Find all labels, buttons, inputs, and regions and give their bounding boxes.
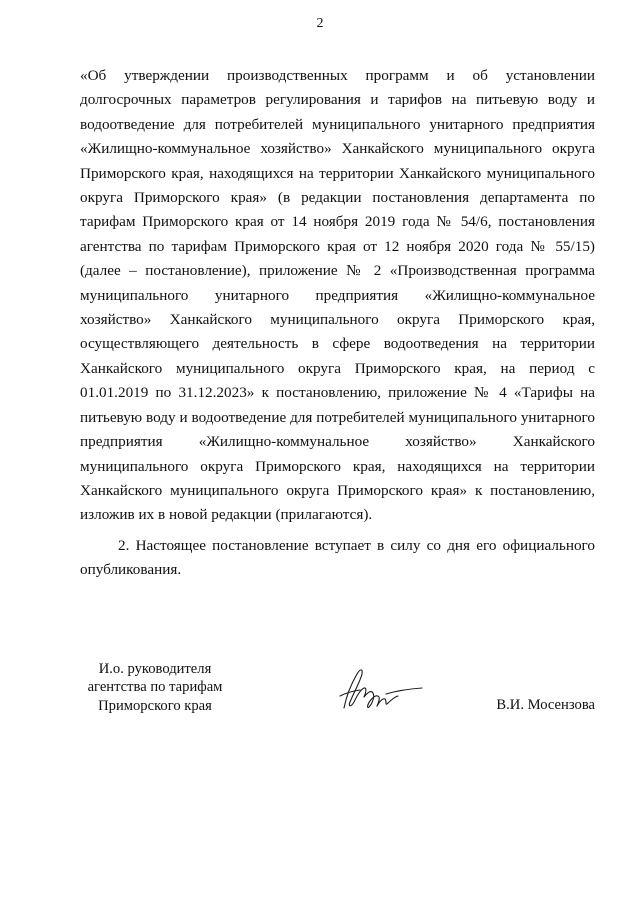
paragraph-effective-date: 2. Настоящее постановление вступает в силу со дня его официального опубликования.: [80, 536, 595, 579]
signer-position-line-3: Приморского края: [98, 697, 212, 714]
signer-position-line-2: агентства по тарифам: [87, 679, 223, 696]
page-number: 2: [316, 16, 324, 31]
handwritten-signature: [330, 660, 430, 720]
signer-name: В.И. Мосензова: [496, 697, 595, 713]
signer-position: [80, 660, 230, 715]
document-body: [80, 64, 595, 583]
paragraph-continuation: «Об утверждении производственных программ и об установлении долгосрочных параметров регулирования и тарифов на питьевую воду и водоотведение для потребителей муниципального унитарного предприятия «Жилищно-коммунальное хозяйство» Ханкайского муниципального округа Приморского края, находящихся на территории Ханкайского муниципального округа Приморского края» (в редакции постановления департамента по тарифам Приморского края от 14 ноября 2019 года № 54/6, постановления агентства по тарифам Приморского края от 12 ноября 2020 года № 55/15) (далее – постановление), приложение № 2 «Производственная программа муниципального унитарного предприятия «Жилищно-коммунальное хозяйство» Ханкайского муниципального округа Приморского края, осуществляющего деятельность в сфере водоотведения на территории Ханкайского муниципального округа Приморского края, на период с 01.01.2019 по 31.12.2023» к постановлению, приложение № 4 «Тарифы на питьевую воду и водоотведение для потребителей муниципального унитарного предприятия «Жилищно-коммунальное хозяйство» Ханкайского муниципального округа Приморского края, находящихся на территории Ханкайского муниципального округа Приморского края» к постановлению, изложив их в новой редакции (прилагаются).: [80, 67, 595, 524]
signer-position-line-1: И.о. руководителя: [98, 661, 212, 677]
